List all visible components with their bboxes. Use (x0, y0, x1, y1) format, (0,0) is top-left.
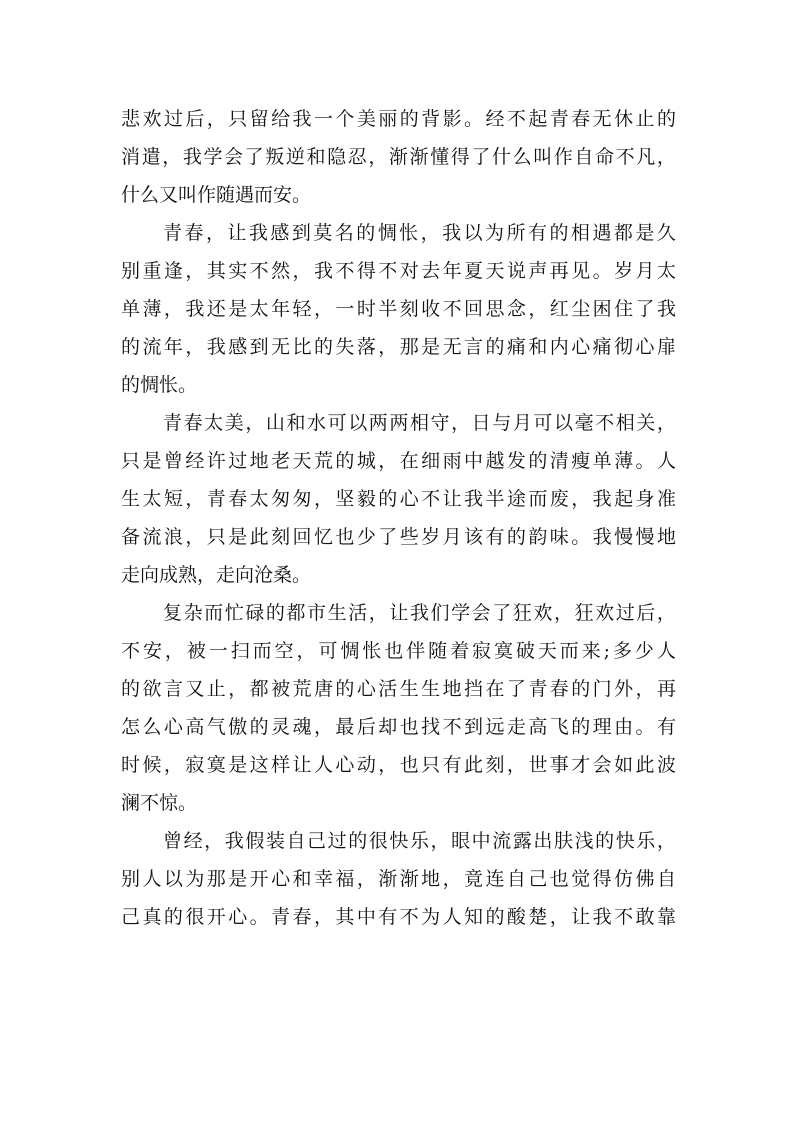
text-line: 怎 么 心 高 气 傲 的 灵 魂 ， 最 后 却 也 找 不 到 远 走 高 飞 的 理 由 。 有 (121, 715, 676, 738)
text-line: 的惆怅。 (121, 373, 198, 396)
text-line: 曾 经 ， 我 假 装 自 己 过 的 很 快 乐 ， 眼 中 流 露 出 肤 浅 的 快 乐 ， (163, 829, 676, 852)
document-body (121, 100, 676, 936)
text-line: 什么又叫作随遇而安。 (121, 183, 312, 206)
text-line: 悲 欢 过 后 ， 只 留 给 我 一 个 美 丽 的 背 影 。 经 不 起 青 春 无 休 止 的 (121, 107, 676, 130)
text-line: 别 重 逢 ， 其 实 不 然 ， 我 不 得 不 对 去 年 夏 天 说 声 再 见 。 岁 月 太 (121, 259, 676, 282)
text-line: 的 欲 言 又 止 ， 都 被 荒 唐 的 心 活 生 生 地 挡 在 了 青 春 的 门 外 ， 再 (121, 677, 676, 700)
text-line: 单 薄 ， 我 还 是 太 年 轻 ， 一 时 半 刻 收 不 回 思 念 ， 红 尘 困 住 了 我 (121, 297, 676, 320)
text-line: 备 流 浪 ， 只 是 此 刻 回 忆 也 少 了 些 岁 月 该 有 的 韵 味 。 我 慢 慢 地 (121, 525, 676, 548)
text-line: 复 杂 而 忙 碌 的 都 市 生 活 ， 让 我 们 学 会 了 狂 欢 ， 狂 欢 过 后 ， (163, 601, 676, 624)
text-line: 生 太 短 ， 青 春 太 匆 匆 ， 坚 毅 的 心 不 让 我 半 途 而 废 ， 我 起 身 准 (121, 487, 676, 510)
text-line: 别 人 以 为 那 是 开 心 和 幸 福 ， 渐 渐 地 ， 竟 连 自 己 也 觉 得 仿 佛 自 (121, 867, 676, 890)
text-line: 不 安 ， 被 一 扫 而 空 ， 可 惆 怅 也 伴 随 着 寂 寞 破 天 而 来 ; 多 少 人 (121, 639, 676, 662)
text-line: 青 春 太 美 ， 山 和 水 可 以 两 两 相 守 ， 日 与 月 可 以 毫 不 相 关 ， (163, 411, 676, 434)
text-line: 澜不惊。 (121, 791, 198, 814)
text-line: 时 候 ， 寂 寞 是 这 样 让 人 心 动 ， 也 只 有 此 刻 ， 世 事 才 会 如 此 波 (121, 753, 676, 776)
text-line: 的 流 年 ， 我 感 到 无 比 的 失 落 ， 那 是 无 言 的 痛 和 内 心 痛 彻 心 扉 (121, 335, 676, 358)
text-line: 青 春 ， 让 我 感 到 莫 名 的 惆 怅 ， 我 以 为 所 有 的 相 遇 都 是 久 (163, 221, 676, 244)
text-line: 走向成熟，走向沧桑。 (121, 563, 312, 586)
text-line: 消 遣 ， 我 学 会 了 叛 逆 和 隐 忍 ， 渐 渐 懂 得 了 什 么 叫 作 自 命 不 凡 ， (121, 145, 676, 168)
text-line: 只 是 曾 经 许 过 地 老 天 荒 的 城 ， 在 细 雨 中 越 发 的 清 瘦 单 薄 。 人 (121, 449, 676, 472)
text-line: 己 真 的 很 开 心 。 青 春 ， 其 中 有 不 为 人 知 的 酸 楚 ， 让 我 不 敢 靠 (121, 905, 676, 928)
